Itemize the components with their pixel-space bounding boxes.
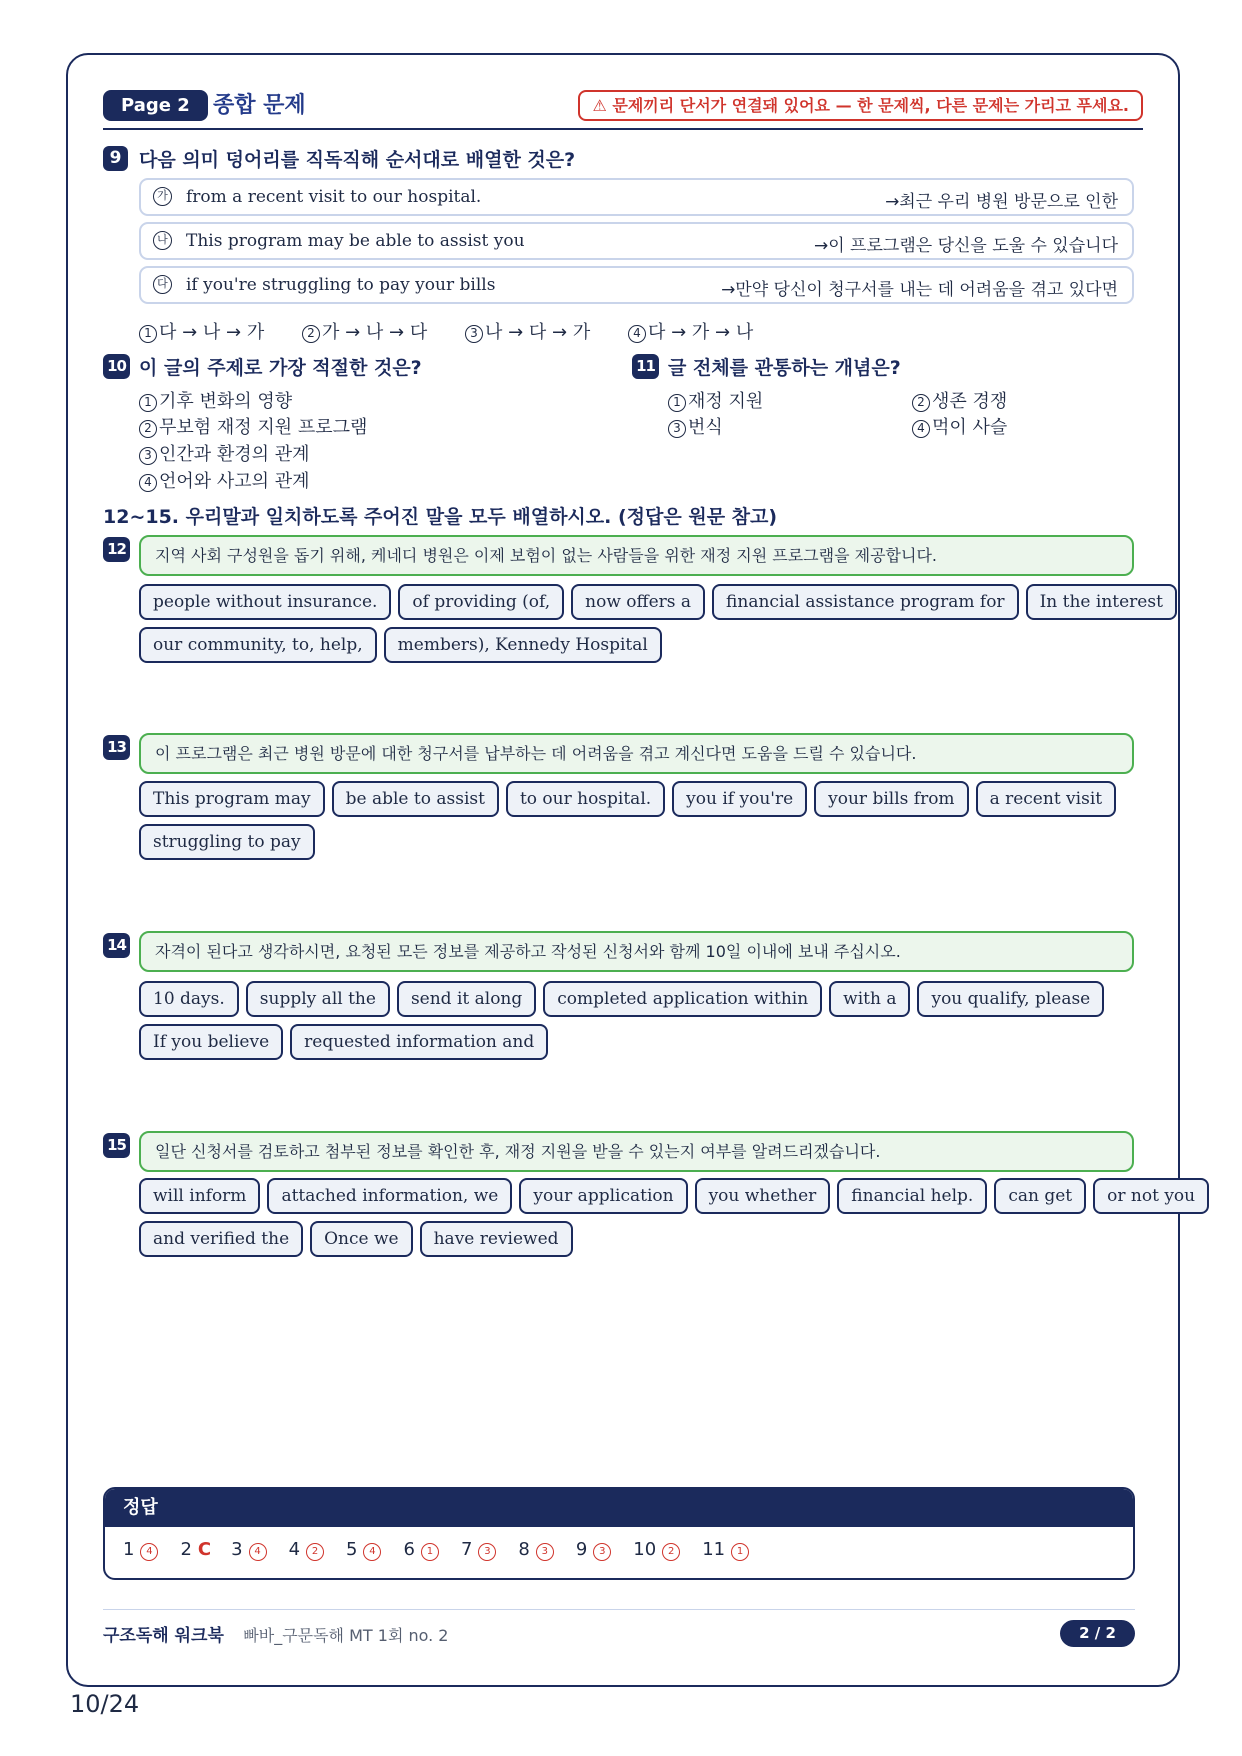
answer-question-number: 5	[346, 1539, 358, 1560]
word-chip[interactable]: send it along	[397, 981, 536, 1017]
header-divider	[103, 128, 1143, 130]
word-chip[interactable]: of providing (of,	[398, 584, 564, 620]
answer-key-title: 정답	[105, 1489, 1133, 1527]
answer-item	[702, 1539, 751, 1561]
answer-value: 4	[249, 1543, 267, 1561]
answer-question-number: 10	[633, 1539, 657, 1560]
word-chip[interactable]: This program may	[139, 781, 325, 817]
answer-item	[518, 1539, 555, 1561]
question-number-15: 15	[103, 1133, 130, 1158]
word-chip[interactable]: have reviewed	[420, 1221, 573, 1257]
word-chip[interactable]: If you believe	[139, 1024, 283, 1060]
chunk-korean: →만약 당신이 청구서를 내는 데 어려움을 겪고 있다면	[721, 280, 1118, 300]
word-chip-area	[139, 781, 1139, 867]
word-chip-area	[139, 584, 1163, 670]
answer-question-number: 2	[180, 1539, 192, 1560]
section-title: 12~15. 우리말과 일치하도록 주어진 말을 모두 배열하시오. (정답은 원문 참고)	[103, 506, 778, 528]
question-number-9: 9	[103, 146, 128, 171]
page-header	[103, 90, 1143, 130]
word-chip[interactable]: be able to assist	[332, 781, 499, 817]
answer-value: 4	[140, 1543, 158, 1561]
korean-translation: 지역 사회 구성원을 돕기 위해, 케네디 병원은 이제 보험이 없는 사람들을 위한 재정 지원 프로그램을 제공합니다.	[139, 535, 1134, 576]
word-chip[interactable]: completed application within	[543, 981, 822, 1017]
answer-value: 2	[306, 1543, 324, 1561]
answer-value: 3	[593, 1543, 611, 1561]
q9-option-3[interactable]: 3 나 → 다 → 가	[465, 318, 590, 344]
warning-banner: ⚠ 문제끼리 단서가 연결돼 있어요 — 한 문제씩, 다른 문제는 가리고 푸세요.	[578, 90, 1143, 121]
answer-key-list	[105, 1527, 1133, 1573]
word-chip[interactable]: with a	[829, 981, 910, 1017]
word-chip[interactable]: financial help.	[837, 1178, 987, 1214]
answer-value: 2	[662, 1543, 680, 1561]
answer-question-number: 4	[288, 1539, 301, 1560]
word-chip[interactable]: financial assistance program for	[712, 584, 1019, 620]
answer-item	[231, 1539, 268, 1561]
word-chip[interactable]: can get	[994, 1178, 1086, 1214]
word-chip[interactable]: Once we	[310, 1221, 412, 1257]
chunk-korean: →이 프로그램은 당신을 도울 수 있습니다	[813, 236, 1118, 256]
word-chip[interactable]: or not you	[1093, 1178, 1209, 1214]
chunk-mark: 가	[153, 187, 172, 206]
question-number-14: 14	[103, 933, 130, 958]
question-number-10: 10	[103, 354, 130, 379]
answer-item	[633, 1539, 682, 1561]
chip-row	[139, 627, 1139, 663]
chunk-english: if you're struggling to pay your bills	[186, 275, 496, 295]
answer-item	[123, 1539, 160, 1561]
word-chip[interactable]: people without insurance.	[139, 584, 391, 620]
footer-subtitle: 빠바_구문독해 MT 1회 no. 2	[243, 1626, 449, 1645]
answer-item	[180, 1539, 211, 1561]
chunk-english: This program may be able to assist you	[186, 231, 525, 251]
footer-brand: 구조독해 워크북	[103, 1626, 224, 1646]
q9-option-2[interactable]: 2 가 → 나 → 다	[302, 318, 427, 344]
word-chip[interactable]: you qualify, please	[917, 981, 1104, 1017]
answer-value: 3	[478, 1543, 496, 1561]
q9-option-4[interactable]: 4 다 → 가 → 나	[628, 318, 753, 344]
answer-value: 3	[536, 1543, 554, 1561]
word-chip[interactable]: members), Kennedy Hospital	[384, 627, 662, 663]
chunk-mark: 나	[153, 231, 172, 250]
word-chip[interactable]: our community, to, help,	[139, 627, 377, 663]
word-chip[interactable]: requested information and	[290, 1024, 548, 1060]
question-9-text: 다음 의미 덩어리를 직독직해 순서대로 배열한 것은?	[139, 149, 576, 171]
word-chip[interactable]: a recent visit	[976, 781, 1117, 817]
chunk-mark: 다	[153, 275, 172, 294]
word-chip-area	[139, 1178, 1196, 1264]
chunk-row	[139, 178, 1134, 216]
word-chip[interactable]: your bills from	[814, 781, 968, 817]
chunk-english: from a recent visit to our hospital.	[186, 187, 482, 207]
footer-divider	[103, 1609, 1135, 1610]
answer-value: 1	[421, 1543, 439, 1561]
page-title: 종합 문제	[213, 93, 306, 118]
chip-row	[139, 1178, 1196, 1214]
chip-row	[139, 1221, 1139, 1257]
footer-page-badge: 2 / 2	[1060, 1620, 1135, 1647]
chip-row	[139, 1024, 1139, 1060]
word-chip[interactable]: your application	[519, 1178, 687, 1214]
answer-item	[576, 1539, 613, 1561]
answer-question-number: 9	[575, 1539, 588, 1560]
answer-item	[289, 1539, 326, 1561]
q10-option-2[interactable]: 2 무보험 재정 지원 프로그램	[139, 413, 367, 439]
chip-row	[139, 781, 1139, 817]
word-chip[interactable]: and verified the	[139, 1221, 303, 1257]
answer-value: 4	[363, 1543, 381, 1561]
answer-item	[403, 1539, 440, 1561]
question-number-12: 12	[103, 537, 130, 562]
word-chip[interactable]: 10 days.	[139, 981, 239, 1017]
question-number-11: 11	[632, 354, 659, 379]
answer-question-number: 7	[460, 1539, 473, 1560]
answer-question-number: 6	[403, 1539, 415, 1560]
word-chip[interactable]: will inform	[139, 1178, 260, 1214]
chunk-row	[139, 266, 1134, 304]
answer-value: 1	[731, 1543, 749, 1561]
answer-item	[461, 1539, 498, 1561]
answer-key-box	[103, 1487, 1135, 1580]
answer-question-number: 8	[518, 1539, 530, 1560]
question-11-text: 글 전체를 관통하는 개념은?	[668, 357, 901, 379]
chip-row	[139, 981, 1139, 1017]
q11-option-2[interactable]: 2 생존 경쟁	[912, 387, 1007, 413]
chip-row	[139, 584, 1163, 620]
answer-question-number: 3	[231, 1539, 243, 1560]
word-chip[interactable]: supply all the	[246, 981, 390, 1017]
korean-translation: 이 프로그램은 최근 병원 방문에 대한 청구서를 납부하는 데 어려움을 겪고 계신다면 도움을 드릴 수 있습니다.	[139, 733, 1134, 774]
word-chip[interactable]: to our hospital.	[506, 781, 665, 817]
page-counter: 10/24	[70, 1690, 140, 1718]
korean-translation: 일단 신청서를 검토하고 첨부된 정보를 확인한 후, 재정 지원을 받을 수 있는지 여부를 알려드리겠습니다.	[139, 1131, 1134, 1172]
q11-option-3[interactable]: 3 번식	[668, 413, 723, 439]
answer-item	[346, 1539, 383, 1561]
chunk-row	[139, 222, 1134, 260]
word-chip[interactable]: struggling to pay	[139, 824, 315, 860]
page-badge: Page 2	[103, 90, 208, 121]
word-chip-area	[139, 981, 1139, 1067]
chip-row	[139, 824, 1139, 860]
word-chip[interactable]: you if you're	[672, 781, 807, 817]
korean-translation: 자격이 된다고 생각하시면, 요청된 모든 정보를 제공하고 작성된 신청서와 함께 10일 이내에 보내 주십시오.	[139, 931, 1134, 972]
q10-option-3[interactable]: 3 인간과 환경의 관계	[139, 440, 310, 466]
q9-option-1[interactable]: 1 다 → 나 → 가	[139, 318, 264, 344]
word-chip[interactable]: attached information, we	[267, 1178, 512, 1214]
q11-option-1[interactable]: 1 재정 지원	[668, 387, 763, 413]
footer-brand-area	[103, 1621, 449, 1646]
answer-value: C	[197, 1539, 212, 1560]
question-number-13: 13	[103, 735, 130, 760]
q10-option-1[interactable]: 1 기후 변화의 영향	[139, 387, 292, 413]
q11-option-4[interactable]: 4 먹이 사슬	[912, 413, 1007, 439]
answer-question-number: 11	[702, 1539, 726, 1560]
q10-option-4[interactable]: 4 언어와 사고의 관계	[139, 467, 310, 493]
word-chip[interactable]: In the interest	[1026, 584, 1177, 620]
word-chip[interactable]: you whether	[695, 1178, 831, 1214]
word-chip[interactable]: now offers a	[571, 584, 705, 620]
answer-question-number: 1	[123, 1539, 135, 1560]
question-10-text: 이 글의 주제로 가장 적절한 것은?	[139, 357, 422, 379]
chunk-korean: →최근 우리 병원 방문으로 인한	[885, 192, 1118, 212]
